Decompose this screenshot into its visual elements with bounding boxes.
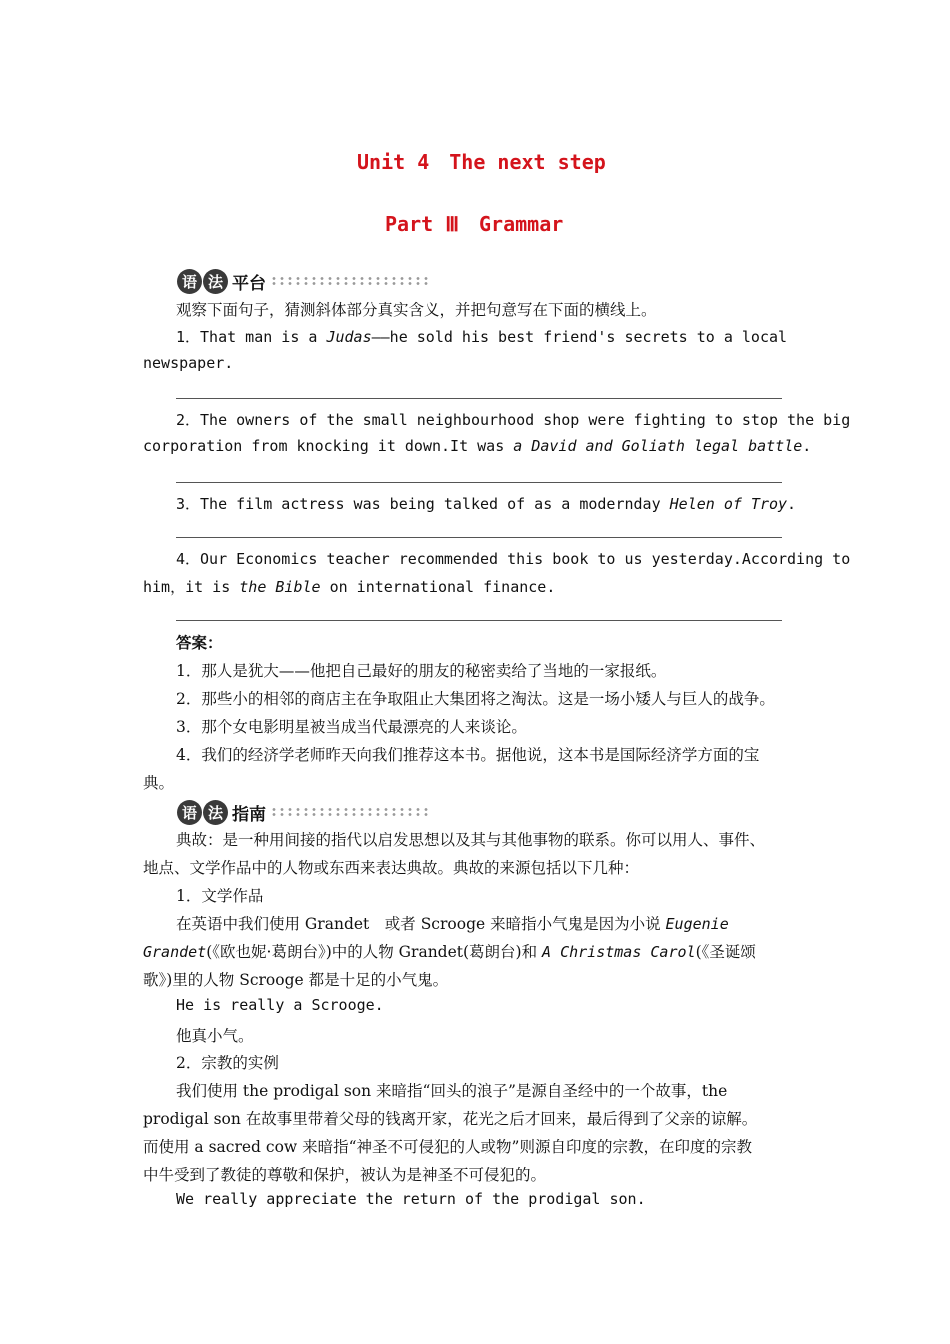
question-2-line-2: corporation from knocking it down.It was a David and Goliath legal battle. <box>143 437 812 455</box>
question-4-line-1: 4．Our Economics teacher recommended this book to us yesterday.According to <box>176 550 851 568</box>
badge-label: 平台 <box>232 273 266 294</box>
instructions: 观察下面句子，猜测斜体部分真实含义，并把句意写在下面的横线上。 <box>176 301 657 319</box>
answer-blank-2[interactable] <box>176 482 782 483</box>
answer-blank-4[interactable] <box>176 620 782 621</box>
literature-para-line-2: Grandet(《欧也妮·葛朗台》)中的人物 Grandet(葛朗台)和 A Christmas Carol(《圣诞颂 <box>143 943 756 961</box>
religion-para-line-1: 我们使用 the prodigal son 来暗指“回头的浪子”是源自圣经中的一个故事，the <box>176 1082 728 1100</box>
answer-4-line-2: 典。 <box>143 774 175 792</box>
page-subtitle: Part Ⅲ Grammar <box>385 212 564 236</box>
allusion-definition-line-2: 地点、文学作品中的人物或东西来表达典故。典故的来源包括以下几种： <box>143 859 640 877</box>
answer-blank-3[interactable] <box>176 537 782 538</box>
allusion-definition-line-1: 典故：是一种用间接的指代以启发思想以及其与其他事物的联系。你可以用人、事件、 <box>176 831 766 849</box>
badge-char-1: 语 <box>177 269 202 294</box>
answers-label: 答案： <box>176 633 223 652</box>
question-1-line-1: 1．That man is a Judas——he sold his best friend's secrets to a local <box>176 328 788 346</box>
answer-2: 2．那些小的相邻的商店主在争取阻止大集团将之淘汰。这是一场小矮人与巨人的战争。 <box>176 690 775 708</box>
answer-blank-1[interactable] <box>176 398 782 399</box>
question-2-line-1: 2．The owners of the small neighbourhood shop were fighting to stop the big <box>176 411 851 429</box>
dotted-rule <box>270 807 430 817</box>
badge-label: 指南 <box>232 804 266 825</box>
dotted-rule <box>270 276 430 286</box>
example-1-english: He is really a Scrooge. <box>176 996 384 1014</box>
badge-char-2: 法 <box>203 269 228 294</box>
question-4-line-2: him，it is the Bible on international finance. <box>143 578 556 596</box>
religion-para-line-2: prodigal son 在故事里带着父母的钱离开家，花光之后才回来，最后得到了父亲的谅解。 <box>143 1110 758 1128</box>
literature-para-line-3: 歌》)里的人物 Scrooge 都是十足的小气鬼。 <box>143 971 449 989</box>
example-2-english: We really appreciate the return of the prodigal son. <box>176 1190 646 1208</box>
answer-3: 3．那个女电影明星被当成当代最漂亮的人来谈论。 <box>176 718 527 736</box>
page-title: Unit 4 The next step <box>357 150 606 174</box>
question-3: 3．The film actress was being talked of as a modernday Helen of Troy. <box>176 495 797 513</box>
question-1-line-2: newspaper. <box>143 354 234 372</box>
answer-1: 1．那人是犹大——他把自己最好的朋友的秘密卖给了当地的一家报纸。 <box>176 662 667 680</box>
example-1-chinese: 他真小气。 <box>176 1027 254 1045</box>
grammar-guide-badge <box>177 799 430 825</box>
religion-para-line-4: 中牛受到了教徒的尊敬和保护，被认为是神圣不可侵犯的。 <box>143 1166 547 1184</box>
badge-char-2: 法 <box>203 800 228 825</box>
badge-char-1: 语 <box>177 800 202 825</box>
heading-literature: 1．文学作品 <box>176 887 264 905</box>
religion-para-line-3: 而使用 a sacred cow 来暗指“神圣不可侵犯的人或物”则源自印度的宗教，在印度的宗教 <box>143 1138 752 1156</box>
heading-religion: 2．宗教的实例 <box>176 1054 279 1072</box>
literature-para-line-1: 在英语中我们使用 Grandet 或者 Scrooge 来暗指小气鬼是因为小说 Eugenie <box>176 915 729 933</box>
grammar-platform-badge <box>177 268 430 294</box>
answer-4-line-1: 4．我们的经济学老师昨天向我们推荐这本书。据他说，这本书是国际经济学方面的宝 <box>176 746 760 764</box>
